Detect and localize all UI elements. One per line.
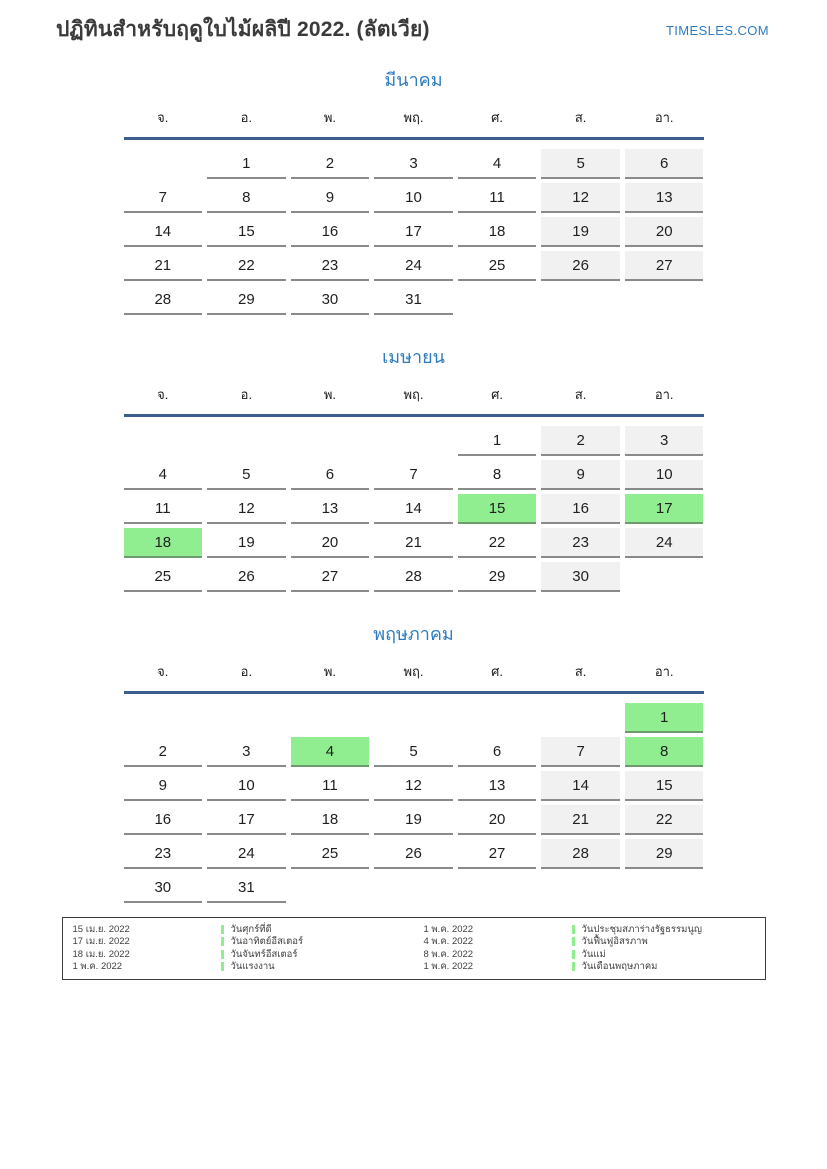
page-title: ปฏิทินสำหรับฤดูใบไม้ผลิปี 2022. (ลัตเวีย) bbox=[56, 18, 430, 41]
legend-holiday-name: วันเดือนพฤษภาคม bbox=[581, 961, 658, 973]
header bbox=[0, 0, 827, 44]
weekday-header-row bbox=[124, 98, 704, 137]
empty-cell bbox=[374, 873, 453, 903]
months-container bbox=[124, 68, 704, 903]
weekend-day-cell: 28 bbox=[541, 839, 620, 869]
day-cell: 29 bbox=[458, 562, 537, 592]
weekday-label: จ. bbox=[157, 664, 169, 679]
legend-date: 8 พ.ค. 2022 bbox=[423, 948, 474, 960]
weekend-day-cell: 7 bbox=[541, 737, 620, 767]
day-cell: 16 bbox=[291, 217, 370, 247]
legend-holiday-name: วันศุกร์ที่ดี bbox=[230, 923, 272, 935]
brand-link[interactable]: TIMESLES.COM bbox=[665, 23, 769, 38]
weekday-label: ส. bbox=[574, 387, 587, 402]
empty-cell bbox=[625, 873, 704, 903]
day-cell: 23 bbox=[291, 251, 370, 281]
weekend-day-cell: 20 bbox=[625, 217, 704, 247]
weekday-divider-rule bbox=[124, 691, 704, 694]
weekend-day-cell: 15 bbox=[625, 771, 704, 801]
weekday-label: ศ. bbox=[491, 664, 503, 679]
day-cell: 20 bbox=[458, 805, 537, 835]
day-cell: 16 bbox=[124, 805, 203, 835]
day-cell: 22 bbox=[458, 528, 537, 558]
day-cell: 23 bbox=[124, 839, 203, 869]
weekend-day-cell: 6 bbox=[625, 149, 704, 179]
day-cell: 8 bbox=[207, 183, 286, 213]
day-cell: 14 bbox=[124, 217, 203, 247]
empty-cell bbox=[124, 703, 203, 733]
holiday-marker-icon bbox=[221, 950, 224, 959]
weekday-header-row bbox=[124, 652, 704, 691]
day-cell: 8 bbox=[458, 460, 537, 490]
weekend-day-cell: 27 bbox=[625, 251, 704, 281]
day-cell: 18 bbox=[291, 805, 370, 835]
day-cell: 7 bbox=[124, 183, 203, 213]
empty-cell bbox=[291, 703, 370, 733]
day-cell: 12 bbox=[374, 771, 453, 801]
day-cell: 10 bbox=[207, 771, 286, 801]
day-cell: 17 bbox=[374, 217, 453, 247]
day-cell: 31 bbox=[207, 873, 286, 903]
legend-column-left bbox=[63, 923, 414, 973]
holiday-marker-icon bbox=[572, 962, 575, 971]
day-cell: 3 bbox=[374, 149, 453, 179]
weekday-label: พ. bbox=[323, 387, 337, 402]
day-cell: 4 bbox=[458, 149, 537, 179]
month-title: เมษายน bbox=[382, 347, 445, 367]
day-cell: 13 bbox=[291, 494, 370, 524]
weekend-day-cell: 12 bbox=[541, 183, 620, 213]
day-cell: 12 bbox=[207, 494, 286, 524]
day-cell: 29 bbox=[207, 285, 286, 315]
day-cell: 2 bbox=[124, 737, 203, 767]
empty-cell bbox=[541, 703, 620, 733]
weekend-day-cell: 16 bbox=[541, 494, 620, 524]
empty-cell bbox=[541, 873, 620, 903]
day-cell: 2 bbox=[291, 149, 370, 179]
weekday-label: พ. bbox=[323, 110, 337, 125]
legend-date: 1 พ.ค. 2022 bbox=[423, 961, 474, 973]
weekday-label: พฤ. bbox=[403, 387, 424, 402]
day-cell: 25 bbox=[291, 839, 370, 869]
weekend-day-cell: 30 bbox=[541, 562, 620, 592]
day-cell: 19 bbox=[207, 528, 286, 558]
weekend-day-cell: 19 bbox=[541, 217, 620, 247]
weekday-label: พ. bbox=[323, 664, 337, 679]
day-cell: 30 bbox=[291, 285, 370, 315]
day-cell: 22 bbox=[207, 251, 286, 281]
day-cell: 5 bbox=[374, 737, 453, 767]
legend-column-right bbox=[414, 923, 765, 973]
empty-cell bbox=[625, 562, 704, 592]
day-cell: 19 bbox=[374, 805, 453, 835]
legend-holiday-name: วันแม่ bbox=[581, 948, 606, 960]
weekday-label: อ. bbox=[240, 110, 253, 125]
holiday-day-cell: 1 bbox=[625, 703, 704, 733]
weekday-label: อา. bbox=[654, 664, 674, 679]
day-cell: 9 bbox=[124, 771, 203, 801]
empty-cell bbox=[291, 873, 370, 903]
weekday-label: ศ. bbox=[491, 387, 503, 402]
day-grid bbox=[124, 703, 704, 903]
legend-row bbox=[424, 961, 755, 974]
weekend-day-cell: 2 bbox=[541, 426, 620, 456]
empty-cell bbox=[625, 285, 704, 315]
weekday-header-row bbox=[124, 375, 704, 414]
month-title: พฤษภาคม bbox=[373, 624, 454, 644]
weekend-day-cell: 26 bbox=[541, 251, 620, 281]
weekend-day-cell: 24 bbox=[625, 528, 704, 558]
legend-holiday-name: วันประชุมสภาร่างรัฐธรรมนูญ bbox=[581, 923, 702, 935]
legend-holiday-name: วันแรงงาน bbox=[230, 961, 275, 973]
empty-cell bbox=[458, 873, 537, 903]
day-cell: 27 bbox=[291, 562, 370, 592]
month-section bbox=[124, 622, 704, 903]
empty-cell bbox=[458, 285, 537, 315]
day-cell: 26 bbox=[207, 562, 286, 592]
legend-date: 1 พ.ค. 2022 bbox=[72, 961, 123, 973]
holiday-marker-icon bbox=[221, 937, 224, 946]
day-cell: 7 bbox=[374, 460, 453, 490]
day-cell: 25 bbox=[124, 562, 203, 592]
weekday-label: จ. bbox=[157, 110, 169, 125]
legend-holiday-name: วันจันทร์อีสเตอร์ bbox=[230, 948, 298, 960]
weekday-label: พฤ. bbox=[403, 110, 424, 125]
day-cell: 11 bbox=[291, 771, 370, 801]
month-section bbox=[124, 68, 704, 315]
weekend-day-cell: 23 bbox=[541, 528, 620, 558]
day-cell: 6 bbox=[458, 737, 537, 767]
holiday-day-cell: 8 bbox=[625, 737, 704, 767]
empty-cell bbox=[458, 703, 537, 733]
weekday-label: อา. bbox=[654, 110, 674, 125]
day-cell: 21 bbox=[374, 528, 453, 558]
weekend-day-cell: 29 bbox=[625, 839, 704, 869]
legend-holiday-name: วันฟื้นฟูอิสรภาพ bbox=[581, 936, 648, 948]
holiday-legend bbox=[62, 917, 766, 980]
legend-date: 1 พ.ค. 2022 bbox=[423, 923, 474, 935]
day-cell: 26 bbox=[374, 839, 453, 869]
empty-cell bbox=[207, 426, 286, 456]
legend-holiday-name: วันอาทิตย์อีสเตอร์ bbox=[230, 936, 304, 948]
legend-row bbox=[73, 961, 404, 974]
weekday-label: ศ. bbox=[491, 110, 503, 125]
holiday-marker-icon bbox=[221, 925, 224, 934]
day-cell: 24 bbox=[207, 839, 286, 869]
day-cell: 1 bbox=[458, 426, 537, 456]
holiday-day-cell: 18 bbox=[124, 528, 203, 558]
weekend-day-cell: 22 bbox=[625, 805, 704, 835]
weekday-label: อา. bbox=[654, 387, 674, 402]
day-cell: 1 bbox=[207, 149, 286, 179]
weekend-day-cell: 9 bbox=[541, 460, 620, 490]
empty-cell bbox=[291, 426, 370, 456]
weekday-divider-rule bbox=[124, 414, 704, 417]
holiday-day-cell: 15 bbox=[458, 494, 537, 524]
empty-cell bbox=[541, 285, 620, 315]
day-cell: 9 bbox=[291, 183, 370, 213]
day-cell: 4 bbox=[124, 460, 203, 490]
day-cell: 27 bbox=[458, 839, 537, 869]
weekend-day-cell: 3 bbox=[625, 426, 704, 456]
weekday-label: ส. bbox=[574, 664, 587, 679]
legend-date: 17 เม.ย. 2022 bbox=[72, 936, 130, 948]
weekend-day-cell: 21 bbox=[541, 805, 620, 835]
day-cell: 17 bbox=[207, 805, 286, 835]
empty-cell bbox=[374, 426, 453, 456]
day-cell: 31 bbox=[374, 285, 453, 315]
month-section bbox=[124, 345, 704, 592]
day-cell: 20 bbox=[291, 528, 370, 558]
day-cell: 30 bbox=[124, 873, 203, 903]
empty-cell bbox=[374, 703, 453, 733]
empty-cell bbox=[207, 703, 286, 733]
day-cell: 28 bbox=[374, 562, 453, 592]
holiday-day-cell: 4 bbox=[291, 737, 370, 767]
holiday-marker-icon bbox=[572, 937, 575, 946]
month-title: มีนาคม bbox=[384, 70, 443, 90]
weekend-day-cell: 14 bbox=[541, 771, 620, 801]
weekend-day-cell: 5 bbox=[541, 149, 620, 179]
holiday-marker-icon bbox=[572, 950, 575, 959]
day-cell: 13 bbox=[458, 771, 537, 801]
day-cell: 11 bbox=[458, 183, 537, 213]
legend-date: 15 เม.ย. 2022 bbox=[72, 923, 130, 935]
day-cell: 24 bbox=[374, 251, 453, 281]
day-cell: 10 bbox=[374, 183, 453, 213]
weekday-label: พฤ. bbox=[403, 664, 424, 679]
weekday-divider-rule bbox=[124, 137, 704, 140]
holiday-marker-icon bbox=[221, 962, 224, 971]
holiday-day-cell: 17 bbox=[625, 494, 704, 524]
day-grid bbox=[124, 149, 704, 315]
holiday-marker-icon bbox=[572, 925, 575, 934]
weekend-day-cell: 10 bbox=[625, 460, 704, 490]
day-cell: 5 bbox=[207, 460, 286, 490]
day-cell: 14 bbox=[374, 494, 453, 524]
day-cell: 25 bbox=[458, 251, 537, 281]
day-cell: 18 bbox=[458, 217, 537, 247]
weekday-label: อ. bbox=[240, 664, 253, 679]
weekend-day-cell: 13 bbox=[625, 183, 704, 213]
day-cell: 15 bbox=[207, 217, 286, 247]
day-cell: 6 bbox=[291, 460, 370, 490]
day-cell: 11 bbox=[124, 494, 203, 524]
day-grid bbox=[124, 426, 704, 592]
day-cell: 28 bbox=[124, 285, 203, 315]
empty-cell bbox=[124, 426, 203, 456]
day-cell: 3 bbox=[207, 737, 286, 767]
weekday-label: จ. bbox=[157, 387, 169, 402]
weekday-label: อ. bbox=[240, 387, 253, 402]
weekday-label: ส. bbox=[574, 110, 587, 125]
legend-date: 18 เม.ย. 2022 bbox=[72, 948, 130, 960]
day-cell: 21 bbox=[124, 251, 203, 281]
legend-date: 4 พ.ค. 2022 bbox=[423, 936, 474, 948]
empty-cell bbox=[124, 149, 203, 179]
